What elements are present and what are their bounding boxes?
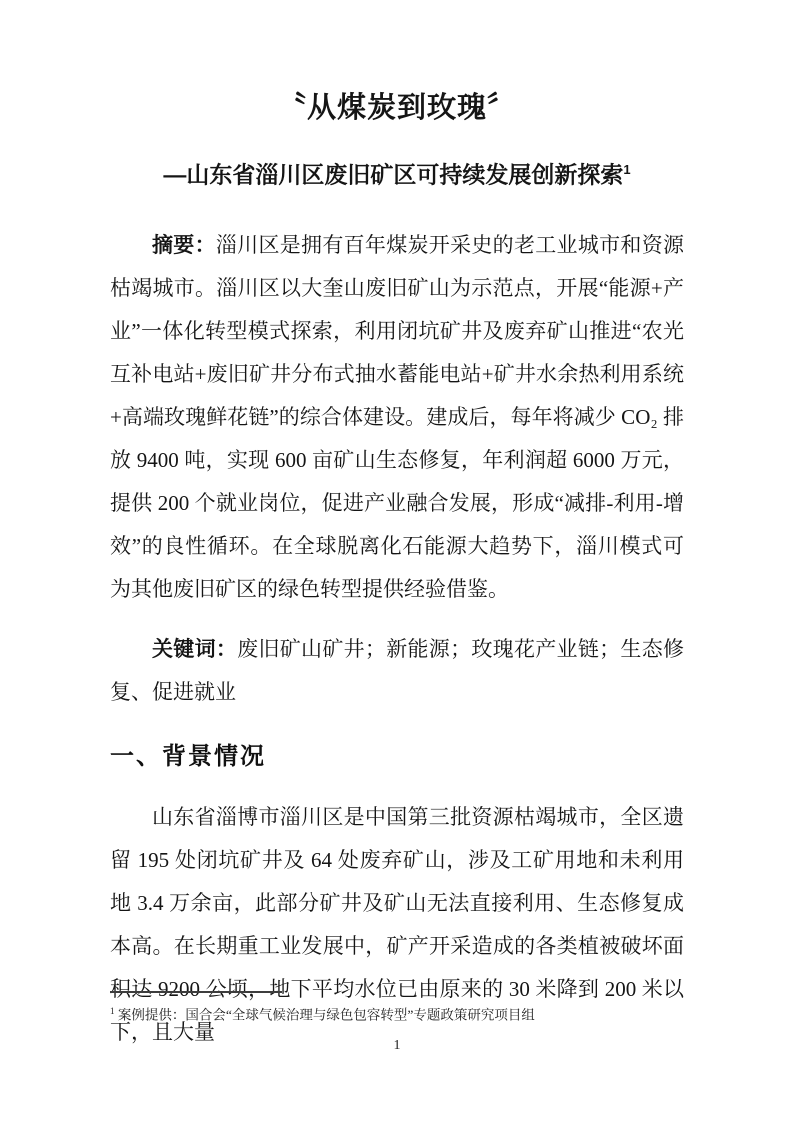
page-number: 1 xyxy=(393,1038,401,1053)
footnote-area xyxy=(110,991,684,1025)
document-title: 〝从煤炭到玫瑰〞 xyxy=(276,92,517,124)
footnote-text: 案例提供：国合会“全球气候治理与绿色包容转型”专题政策研究项目组 xyxy=(117,1007,535,1023)
section-body-paragraph: 山东省淄博市淄川区是中国第三批资源枯竭城市，全区遗留 195 处闭坑矿井及 64 处废弃矿山，涉及工矿用地和未利用地 3.4 万余亩，此部分矿井及矿山无法直接利用、生态修复成本高。在长期重工业发展中，矿产开采造成的各类植被破坏面积达 9200 公顷，地下平均水位已由原来的 30 米降到 200 米以下，且大量 xyxy=(110,804,684,1044)
abstract-paragraph xyxy=(110,224,684,611)
footnote-ref: 1 xyxy=(110,1006,115,1016)
abstract-text: 淄川区是拥有百年煤炭开采史的老工业城市和资源枯竭城市。淄川区以大奎山废旧矿山为示范点，开展“能源+产业”一体化转型模式探索，利用闭坑矿井及废弃矿山推进“农光互补电站+废旧矿井分布式抽水蓄能电站+矿井水余热利用系统+高端玫瑰鲜花链”的综合体建设。建成后，每年将减少 CO₂ 排放 9400 吨，实现 600 亩矿山生态修复，年利润超 6000 万元，提供 200 个就业岗位，促进产业融合发展，形成“减排-利用-增效”的良性循环。在全球脱离化石能源大趋势下，淄川模式可为其他废旧矿区的绿色转型提供经验借鉴。 xyxy=(110,232,684,601)
subtitle-footnote-ref: 1 xyxy=(623,162,631,177)
document-subtitle xyxy=(110,154,684,191)
footnote-separator-line xyxy=(110,991,282,993)
keywords-text: 废旧矿山矿井；新能源；玫瑰花产业链；生态修复、促进就业 xyxy=(110,636,685,704)
footnote xyxy=(110,1002,684,1025)
abstract-label: 摘要： xyxy=(152,232,216,257)
keywords-paragraph xyxy=(110,628,684,714)
section-heading-background-info: 一、背景情况 xyxy=(110,742,266,770)
document-subtitle-text: —山东省淄川区废旧矿区可持续发展创新探索 xyxy=(163,161,624,188)
keywords-label: 关键词： xyxy=(152,636,238,661)
